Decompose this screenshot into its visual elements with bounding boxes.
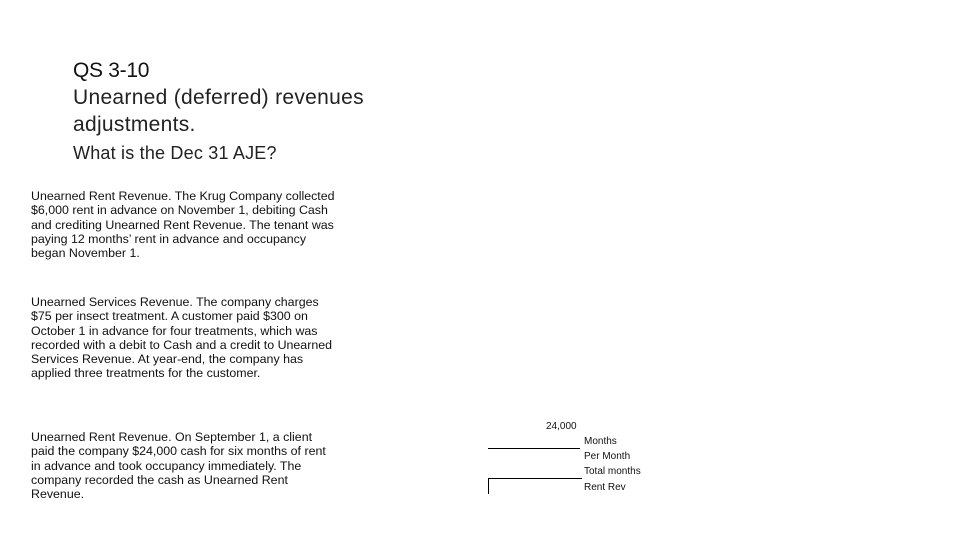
calc-amount: 24,000	[546, 421, 577, 432]
calc-divider-line	[488, 448, 580, 449]
calculation-worksheet	[486, 420, 666, 500]
title-code: QS 3-10	[73, 59, 150, 82]
problem-text-rent-krug: Unearned Rent Revenue. The Krug Company collected $6,000 rent in advance on November 1, debiting Cash and crediting Unearned Rent Revenue. The tenant was paying 12 months’ rent in advance and occupancy began November 1.	[31, 189, 335, 261]
title-question: What is the Dec 31 AJE?	[73, 143, 277, 163]
calc-label-per-month: Per Month	[584, 451, 631, 462]
problem-text-services: Unearned Services Revenue. The company charges $75 per insect treatment. A customer paid $300 on October 1 in advance for four treatments, which was recorded with a debit to Cash and a credit to Unearned Services Revenue. At year-end, the company has applied three treatments for the customer.	[31, 295, 332, 381]
calc-answer-box	[488, 478, 582, 494]
title-subtitle-line2: adjustments.	[73, 113, 196, 136]
calc-label-rent-rev: Rent Rev	[584, 482, 626, 493]
calc-label-months: Months	[584, 436, 617, 447]
title-subtitle-line1: Unearned (deferred) revenues	[73, 86, 364, 109]
title-block	[73, 58, 493, 165]
calc-label-total-months: Total months	[584, 466, 641, 477]
problem-text-rent-client: Unearned Rent Revenue. On September 1, a client paid the company $24,000 cash for six months of rent in advance and took occupancy immediately. The company recorded the cash as Unearned Rent Revenue.	[31, 430, 326, 502]
